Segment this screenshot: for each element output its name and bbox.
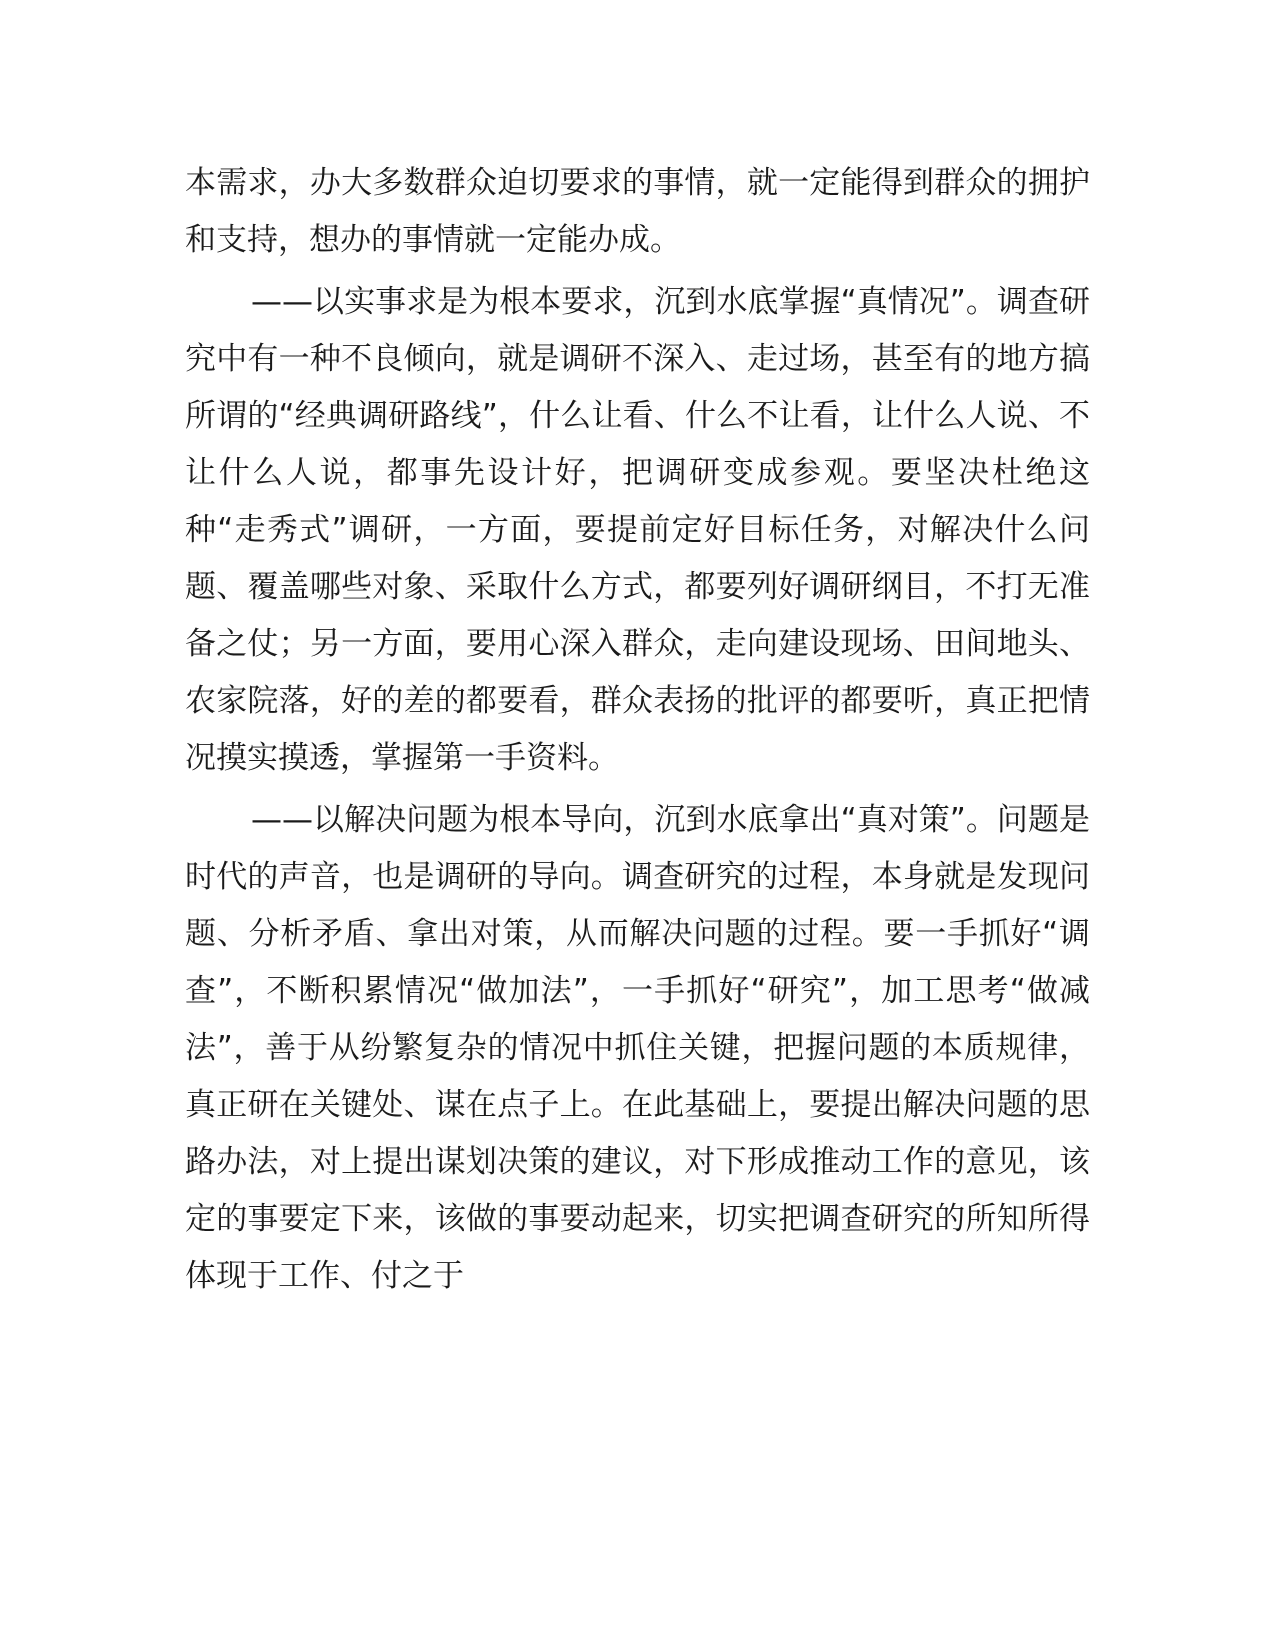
- paragraph-solve-problems: ——以解决问题为根本导向，沉到水底拿出“真对策”。问题是时代的声音，也是调研的导向。调查研究的过程，本身就是发现问题、分析矛盾、拿出对策，从而解决问题的过程。要一手抓好“调查”，不断积累情况“做加法”，一手抓好“研究”，加工思考“做减法”，善于从纷繁复杂的情况中抓住关键，把握问题的本质规律，真正研在关键处、谋在点子上。在此基础上，要提出解决问题的思路办法，对上提出谋划决策的建议，对下形成推动工作的意见，该定的事要定下来，该做的事要动起来，切实把调查研究的所知所得体现于工作、付之于: [185, 802, 1090, 1294]
- paragraph-seek-truth: ——以实事求是为根本要求，沉到水底掌握“真情况”。调查研究中有一种不良倾向，就是调研不深入、走过场，甚至有的地方搞所谓的“经典调研路线”，什么让看、什么不让看，让什么人说、不让什么人说，都事先设计好，把调研变成参观。要坚决杜绝这种“走秀式”调研，一方面，要提前定好目标任务，对解决什么问题、覆盖哪些对象、采取什么方式，都要列好调研纲目，不打无准备之仗；另一方面，要用心深入群众，走向建设现场、田间地头、农家院落，好的差的都要看，群众表扬的批评的都要听，真正把情况摸实摸透，掌握第一手资料。: [185, 284, 1090, 776]
- paragraph-continuation: 本需求，办大多数群众迫切要求的事情，就一定能得到群众的拥护和支持，想办的事情就一定能办成。: [185, 165, 1090, 258]
- document-page: [185, 155, 1090, 1310]
